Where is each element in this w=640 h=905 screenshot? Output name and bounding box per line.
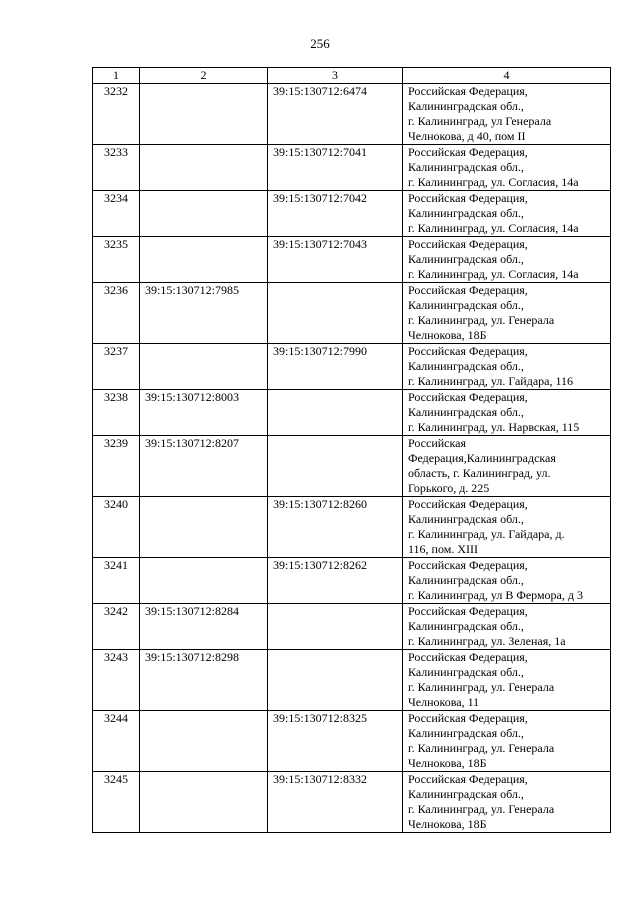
land-cadastral-number-cell: 39:15:130712:8284 — [140, 604, 268, 650]
object-cadastral-number-cell: 39:15:130712:8332 — [268, 772, 403, 833]
address-cell: Российская Федерация,Калининградская область, г. Калининград, ул. Горького, д. 225 — [403, 436, 611, 497]
land-cadastral-number-cell — [140, 558, 268, 604]
address-cell: Российская Федерация, Калининградская обл., г. Калининград, ул. Согласия, 14а — [403, 145, 611, 191]
object-cadastral-number-cell: 39:15:130712:7990 — [268, 344, 403, 390]
row-number-cell: 3238 — [93, 390, 140, 436]
header-col-2: 2 — [140, 68, 268, 84]
table-row — [93, 84, 611, 145]
table-row — [93, 390, 611, 436]
row-number-cell: 3233 — [93, 145, 140, 191]
table-row — [93, 558, 611, 604]
land-cadastral-number-cell: 39:15:130712:8207 — [140, 436, 268, 497]
row-number-cell: 3240 — [93, 497, 140, 558]
row-number-cell: 3241 — [93, 558, 140, 604]
address-cell: Российская Федерация, Калининградская обл., г. Калининград, ул. Генерала Челнокова, 11 — [403, 650, 611, 711]
address-cell: Российская Федерация, Калининградская обл., г. Калининград, ул. Гайдара, 116 — [403, 344, 611, 390]
object-cadastral-number-cell: 39:15:130712:8262 — [268, 558, 403, 604]
land-cadastral-number-cell: 39:15:130712:7985 — [140, 283, 268, 344]
object-cadastral-number-cell: 39:15:130712:7042 — [268, 191, 403, 237]
address-cell: Российская Федерация, Калининградская обл., г. Калининград, ул. Генерала Челнокова, 18Б — [403, 283, 611, 344]
row-number-cell: 3239 — [93, 436, 140, 497]
land-cadastral-number-cell — [140, 145, 268, 191]
object-cadastral-number-cell: 39:15:130712:8260 — [268, 497, 403, 558]
object-cadastral-number-cell — [268, 604, 403, 650]
object-cadastral-number-cell: 39:15:130712:7041 — [268, 145, 403, 191]
table-row — [93, 711, 611, 772]
header-col-1: 1 — [93, 68, 140, 84]
land-cadastral-number-cell — [140, 84, 268, 145]
land-cadastral-number-cell: 39:15:130712:8298 — [140, 650, 268, 711]
land-cadastral-number-cell — [140, 237, 268, 283]
address-cell: Российская Федерация, Калининградская обл., г. Калининград, ул. Нарвская, 115 — [403, 390, 611, 436]
table-row — [93, 191, 611, 237]
object-cadastral-number-cell: 39:15:130712:8325 — [268, 711, 403, 772]
row-number-cell: 3245 — [93, 772, 140, 833]
header-col-4: 4 — [403, 68, 611, 84]
address-cell: Российская Федерация, Калининградская обл., г. Калининград, ул. Согласия, 14а — [403, 191, 611, 237]
object-cadastral-number-cell: 39:15:130712:6474 — [268, 84, 403, 145]
land-cadastral-number-cell: 39:15:130712:8003 — [140, 390, 268, 436]
land-cadastral-number-cell — [140, 191, 268, 237]
row-number-cell: 3244 — [93, 711, 140, 772]
address-cell: Российская Федерация, Калининградская обл., г. Калининград, ул. Зеленая, 1а — [403, 604, 611, 650]
row-number-cell: 3242 — [93, 604, 140, 650]
land-cadastral-number-cell — [140, 497, 268, 558]
object-cadastral-number-cell — [268, 390, 403, 436]
table-row — [93, 145, 611, 191]
object-cadastral-number-cell — [268, 436, 403, 497]
address-cell: Российская Федерация, Калининградская обл., г. Калининград, ул В Фермора, д 3 — [403, 558, 611, 604]
object-cadastral-number-cell: 39:15:130712:7043 — [268, 237, 403, 283]
row-number-cell: 3237 — [93, 344, 140, 390]
address-cell: Российская Федерация, Калининградская обл., г. Калининград, ул. Генерала Челнокова, 18Б — [403, 772, 611, 833]
header-row — [93, 68, 611, 84]
table-row — [93, 436, 611, 497]
land-cadastral-number-cell — [140, 344, 268, 390]
table-row — [93, 772, 611, 833]
row-number-cell: 3236 — [93, 283, 140, 344]
row-number-cell: 3235 — [93, 237, 140, 283]
header-col-3: 3 — [268, 68, 403, 84]
address-cell: Российская Федерация, Калининградская обл., г. Калининград, ул Генерала Челнокова, д 40, пом II — [403, 84, 611, 145]
page-number: 256 — [310, 36, 330, 51]
table-row — [93, 344, 611, 390]
land-cadastral-number-cell — [140, 711, 268, 772]
object-cadastral-number-cell — [268, 650, 403, 711]
table-row — [93, 497, 611, 558]
table-row — [93, 604, 611, 650]
land-cadastral-number-cell — [140, 772, 268, 833]
row-number-cell: 3243 — [93, 650, 140, 711]
address-cell: Российская Федерация, Калининградская обл., г. Калининград, ул. Генерала Челнокова, 18Б — [403, 711, 611, 772]
table-row — [93, 237, 611, 283]
table-row — [93, 283, 611, 344]
address-cell: Российская Федерация, Калининградская обл., г. Калининград, ул. Согласия, 14а — [403, 237, 611, 283]
row-number-cell: 3232 — [93, 84, 140, 145]
address-cell: Российская Федерация, Калининградская обл., г. Калининград, ул. Гайдара, д. 116, пом. XIII — [403, 497, 611, 558]
registry-table — [92, 67, 611, 833]
table-row — [93, 650, 611, 711]
object-cadastral-number-cell — [268, 283, 403, 344]
row-number-cell: 3234 — [93, 191, 140, 237]
